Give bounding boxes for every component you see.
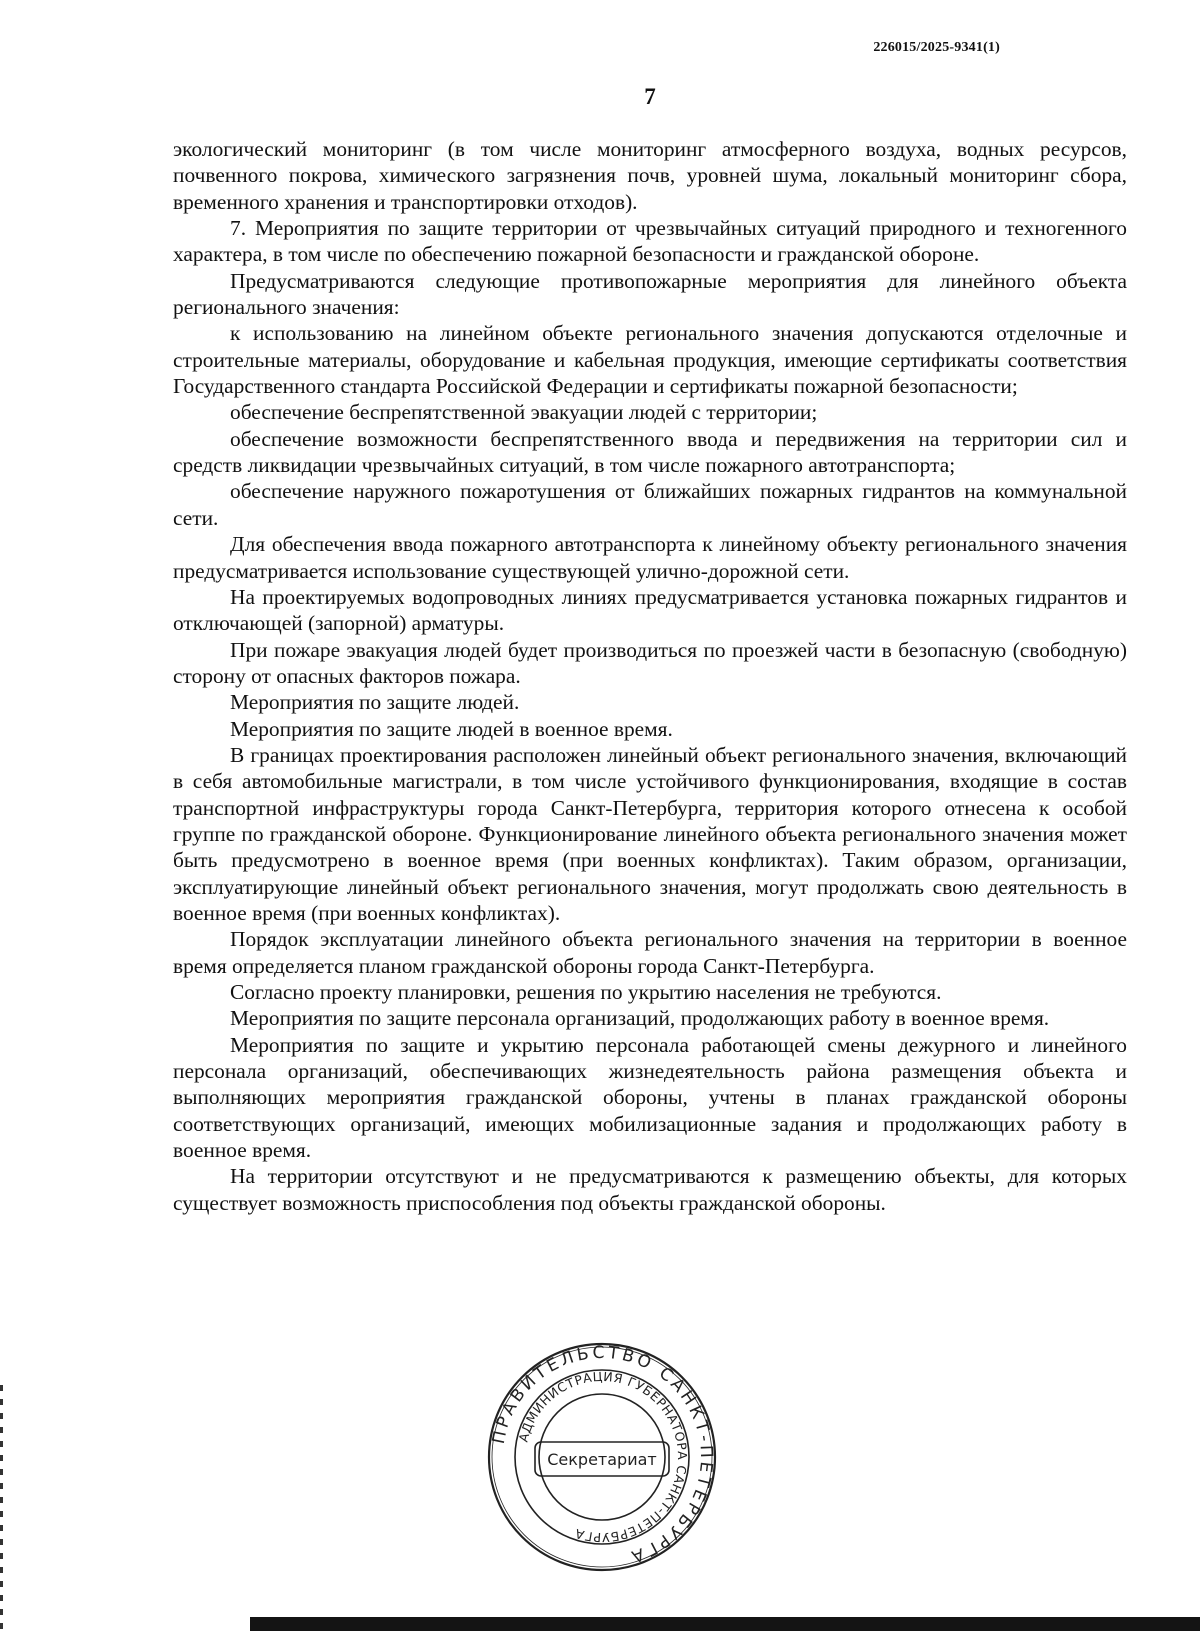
paragraph: На проектируемых водопроводных линиях предусматривается установка пожарных гидрантов и отключающей (запорной) арматуры. <box>173 584 1127 636</box>
page-number: 7 <box>644 84 656 109</box>
scan-edge-bottom <box>250 1617 1200 1631</box>
scan-edge-left <box>0 1385 3 1631</box>
subheading: Мероприятия по защите людей. <box>230 690 520 715</box>
paragraph: Мероприятия по защите и укрытию персонала работающей смены дежурного и линейного персонала организаций, обеспечивающих жизнедеятельность района размещения объекта и выполняющих мероприятия гражданской обороны, учтены в планах гражданской обороны соответствующих организаций, имеющих мобилизационные задания и продолжающих работу в военное время. <box>173 1032 1127 1163</box>
seal-graphic <box>487 1342 717 1572</box>
paragraph: Порядок эксплуатации линейного объекта регионального значения на территории в военное время определяется планом гражданской обороны города Санкт-Петербурга. <box>173 927 1127 978</box>
section-heading: 7. Мероприятия по защите территории от чрезвычайных ситуаций природного и техногенного характера, в том числе по обеспечению пожарной безопасности и гражданской обороне. <box>173 216 1127 267</box>
list-item: к использованию на линейном объекте регионального значения допускаются отделочные и строительные материалы, оборудование и кабельная продукция, имеющие сертификаты соответствия Государственного стандарта Российской Федерации и сертификаты пожарной безопасности; <box>173 321 1127 399</box>
seal-center-text: Секретариат <box>547 1450 657 1469</box>
list-item: обеспечение возможности беспрепятственного ввода и передвижения на территории сил и средств ликвидации чрезвычайных ситуаций, в том числе пожарного автотранспорта; <box>173 426 1127 478</box>
paragraph: экологический мониторинг (в том числе мониторинг атмосферного воздуха, водных ресурсов, почвенного покрова, химического загрязнения почв, уровней шума, локальный мониторинг сбора, временного хранения и транспортировки отходов). <box>173 137 1127 214</box>
paragraph: Для обеспечения ввода пожарного автотранспорта к линейному объекту регионального значения предусматривается использование существующей улично-дорожной сети. <box>173 532 1127 583</box>
paragraph: Предусматриваются следующие противопожарные мероприятия для линейного объекта регионального значения: <box>173 268 1127 320</box>
document-registration-number: 226015/2025-9341(1) <box>873 40 1000 55</box>
seal-outer-text: ПРАВИТЕЛЬСТВО САНКТ-ПЕТЕРБУРГА <box>488 1342 717 1568</box>
document-body <box>173 136 1127 1216</box>
subheading: Мероприятия по защите людей в военное время. <box>230 716 673 741</box>
subheading: Мероприятия по защите персонала организаций, продолжающих работу в военное время. <box>230 1006 1050 1031</box>
paragraph: В границах проектирования расположен линейный объект регионального значения, включающий в себя автомобильные магистрали, в том числе устойчивого функционирования, входящие в состав транспортной инфраструктуры города Санкт-Петербурга, территория которого отнесена к особой группе по гражданской обороне. Функционирование линейного объекта регионального значения может быть предусмотрено в военное время (при военных конфликтах). Таким образом, организации, эксплуатирующие линейный объект регионального значения, могут продолжать свою деятельность в военное время (при военных конфликтах). <box>173 742 1127 925</box>
seal-inner-text: АДМИНИСТРАЦИЯ ГУБЕРНАТОРА САНКТ-ПЕТЕРБУРГА <box>515 1368 691 1546</box>
official-seal-stamp <box>487 1342 717 1572</box>
paragraph: При пожаре эвакуация людей будет производиться по проезжей части в безопасную (свободную) сторону от опасных факторов пожара. <box>173 637 1127 688</box>
list-item: обеспечение наружного пожаротушения от ближайших пожарных гидрантов на коммунальной сети. <box>173 479 1127 530</box>
paragraph: Согласно проекту планировки, решения по укрытию населения не требуются. <box>230 980 942 1004</box>
paragraph: На территории отсутствуют и не предусматриваются к размещению объекты, для которых существует возможность приспособления под объекты гражданской обороны. <box>173 1164 1127 1215</box>
list-item: обеспечение беспрепятственной эвакуации людей с территории; <box>230 400 818 425</box>
